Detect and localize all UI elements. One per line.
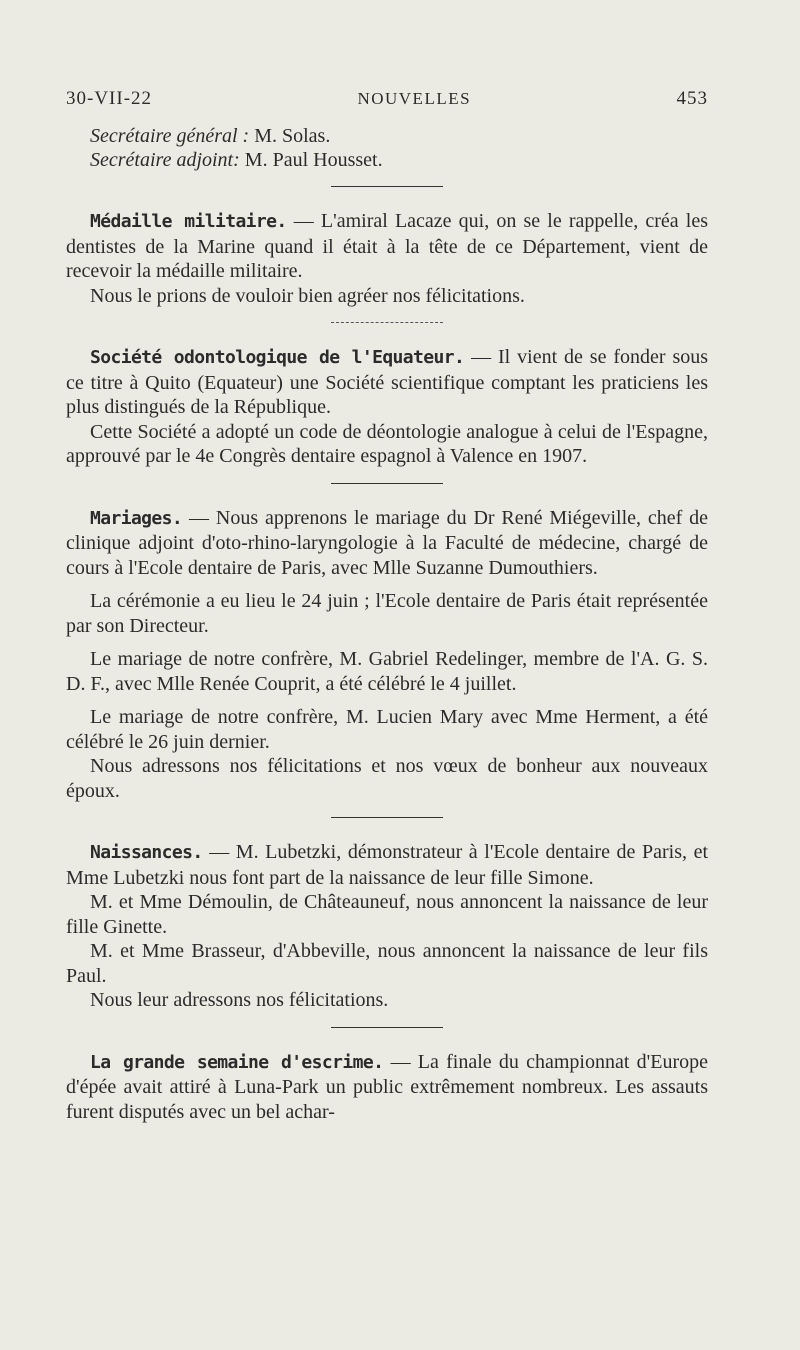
document-page — [66, 88, 708, 1124]
paragraph: Nous adressons nos félicitations et nos vœux de bonheur aux nouveaux époux. — [66, 755, 708, 802]
secretary-general-name: M. Solas. — [254, 125, 331, 147]
section-divider — [331, 186, 443, 187]
page-number: 453 — [676, 88, 708, 109]
paragraph: Médaille militaire. — L'amiral Lacaze qui, on se le rappelle, créa les dentistes de la Marine quand il était à la tête de ce Département, vient de recevoir la médaille militaire. — [66, 210, 709, 282]
header-section-title: NOUVELLES — [357, 89, 472, 108]
paragraph: Le mariage de notre confrère, M. Gabriel Redelinger, membre de l'A. G. S. D. F., avec Mlle Renée Couprit, a été célébré le 4 juillet. — [66, 648, 708, 695]
section-medaille-militaire — [66, 209, 708, 308]
secretary-adjoint-line — [66, 148, 708, 172]
running-header — [66, 88, 708, 110]
section-divider — [331, 483, 443, 484]
paragraph: La cérémonie a eu lieu le 24 juin ; l'Ecole dentaire de Paris était représentée par son Directeur. — [66, 590, 708, 637]
section-title: Société odontologique de l'Equateur. — [90, 347, 465, 368]
section-escrime — [66, 1050, 708, 1125]
section-societe-odontologique — [66, 345, 708, 469]
secretary-adjoint-role: Secrétaire adjoint: — [90, 149, 240, 171]
section-title: La grande semaine d'escrime. — [90, 1051, 384, 1073]
secretary-general-line — [66, 124, 708, 148]
section-naissances — [66, 840, 708, 1013]
section-divider — [331, 1027, 443, 1028]
section-title: Médaille militaire. — [90, 211, 287, 232]
secretary-general-role: Secrétaire général : — [90, 125, 250, 147]
paragraph: M. et Mme Brasseur, d'Abbeville, nous annoncent la naissance de leur fils Paul. — [66, 940, 708, 987]
section-title: Mariages. — [90, 507, 183, 529]
section-mariages — [66, 506, 708, 804]
paragraph: Le mariage de notre confrère, M. Lucien Mary avec Mme Herment, a été célébré le 26 juin dernier. — [66, 706, 708, 753]
paragraph: Nous leur adressons nos félicitations. — [90, 989, 389, 1011]
paragraph: Société odontologique de l'Equateur. — Il vient de se fonder sous ce titre à Quito (Equateur) une Société scientifique comptant les praticiens les plus distingués de la République. — [66, 346, 709, 418]
secretary-adjoint-name: M. Paul Housset. — [244, 149, 383, 171]
paragraph: Cette Société a adopté un code de déontologie analogue à celui de l'Espagne, approuvé par le 4e Congrès dentaire espagnol à Valence en 1907. — [66, 420, 708, 467]
header-date: 30-VII-22 — [66, 88, 153, 109]
paragraph: M. et Mme Démoulin, de Châteauneuf, nous annoncent la naissance de leur fille Ginette. — [66, 891, 708, 938]
paragraph: Mariages. — Nous apprenons le mariage du Dr René Miégeville, chef de clinique adjoint d'oto-rhino-laryngologie à la Faculté de médecine, chargé de cours à l'Ecole dentaire de Paris, avec Mlle Suzanne Dumouthiers. — [66, 506, 709, 579]
section-divider — [331, 817, 443, 818]
paragraph: La grande semaine d'escrime. — La finale du championnat d'Europe d'épée avait attiré à Luna-Park un public extrêmement nombreux. Les assauts furent disputés avec un bel achar- — [66, 1050, 708, 1123]
paragraph: Naissances. — M. Lubetzki, démonstrateur à l'Ecole dentaire de Paris, et Mme Lubetzki nous font part de la naissance de leur fille Simone. — [66, 841, 708, 889]
paragraph: Nous le prions de vouloir bien agréer nos félicitations. — [90, 284, 525, 307]
section-divider — [331, 322, 443, 323]
section-title: Naissances. — [90, 842, 203, 863]
